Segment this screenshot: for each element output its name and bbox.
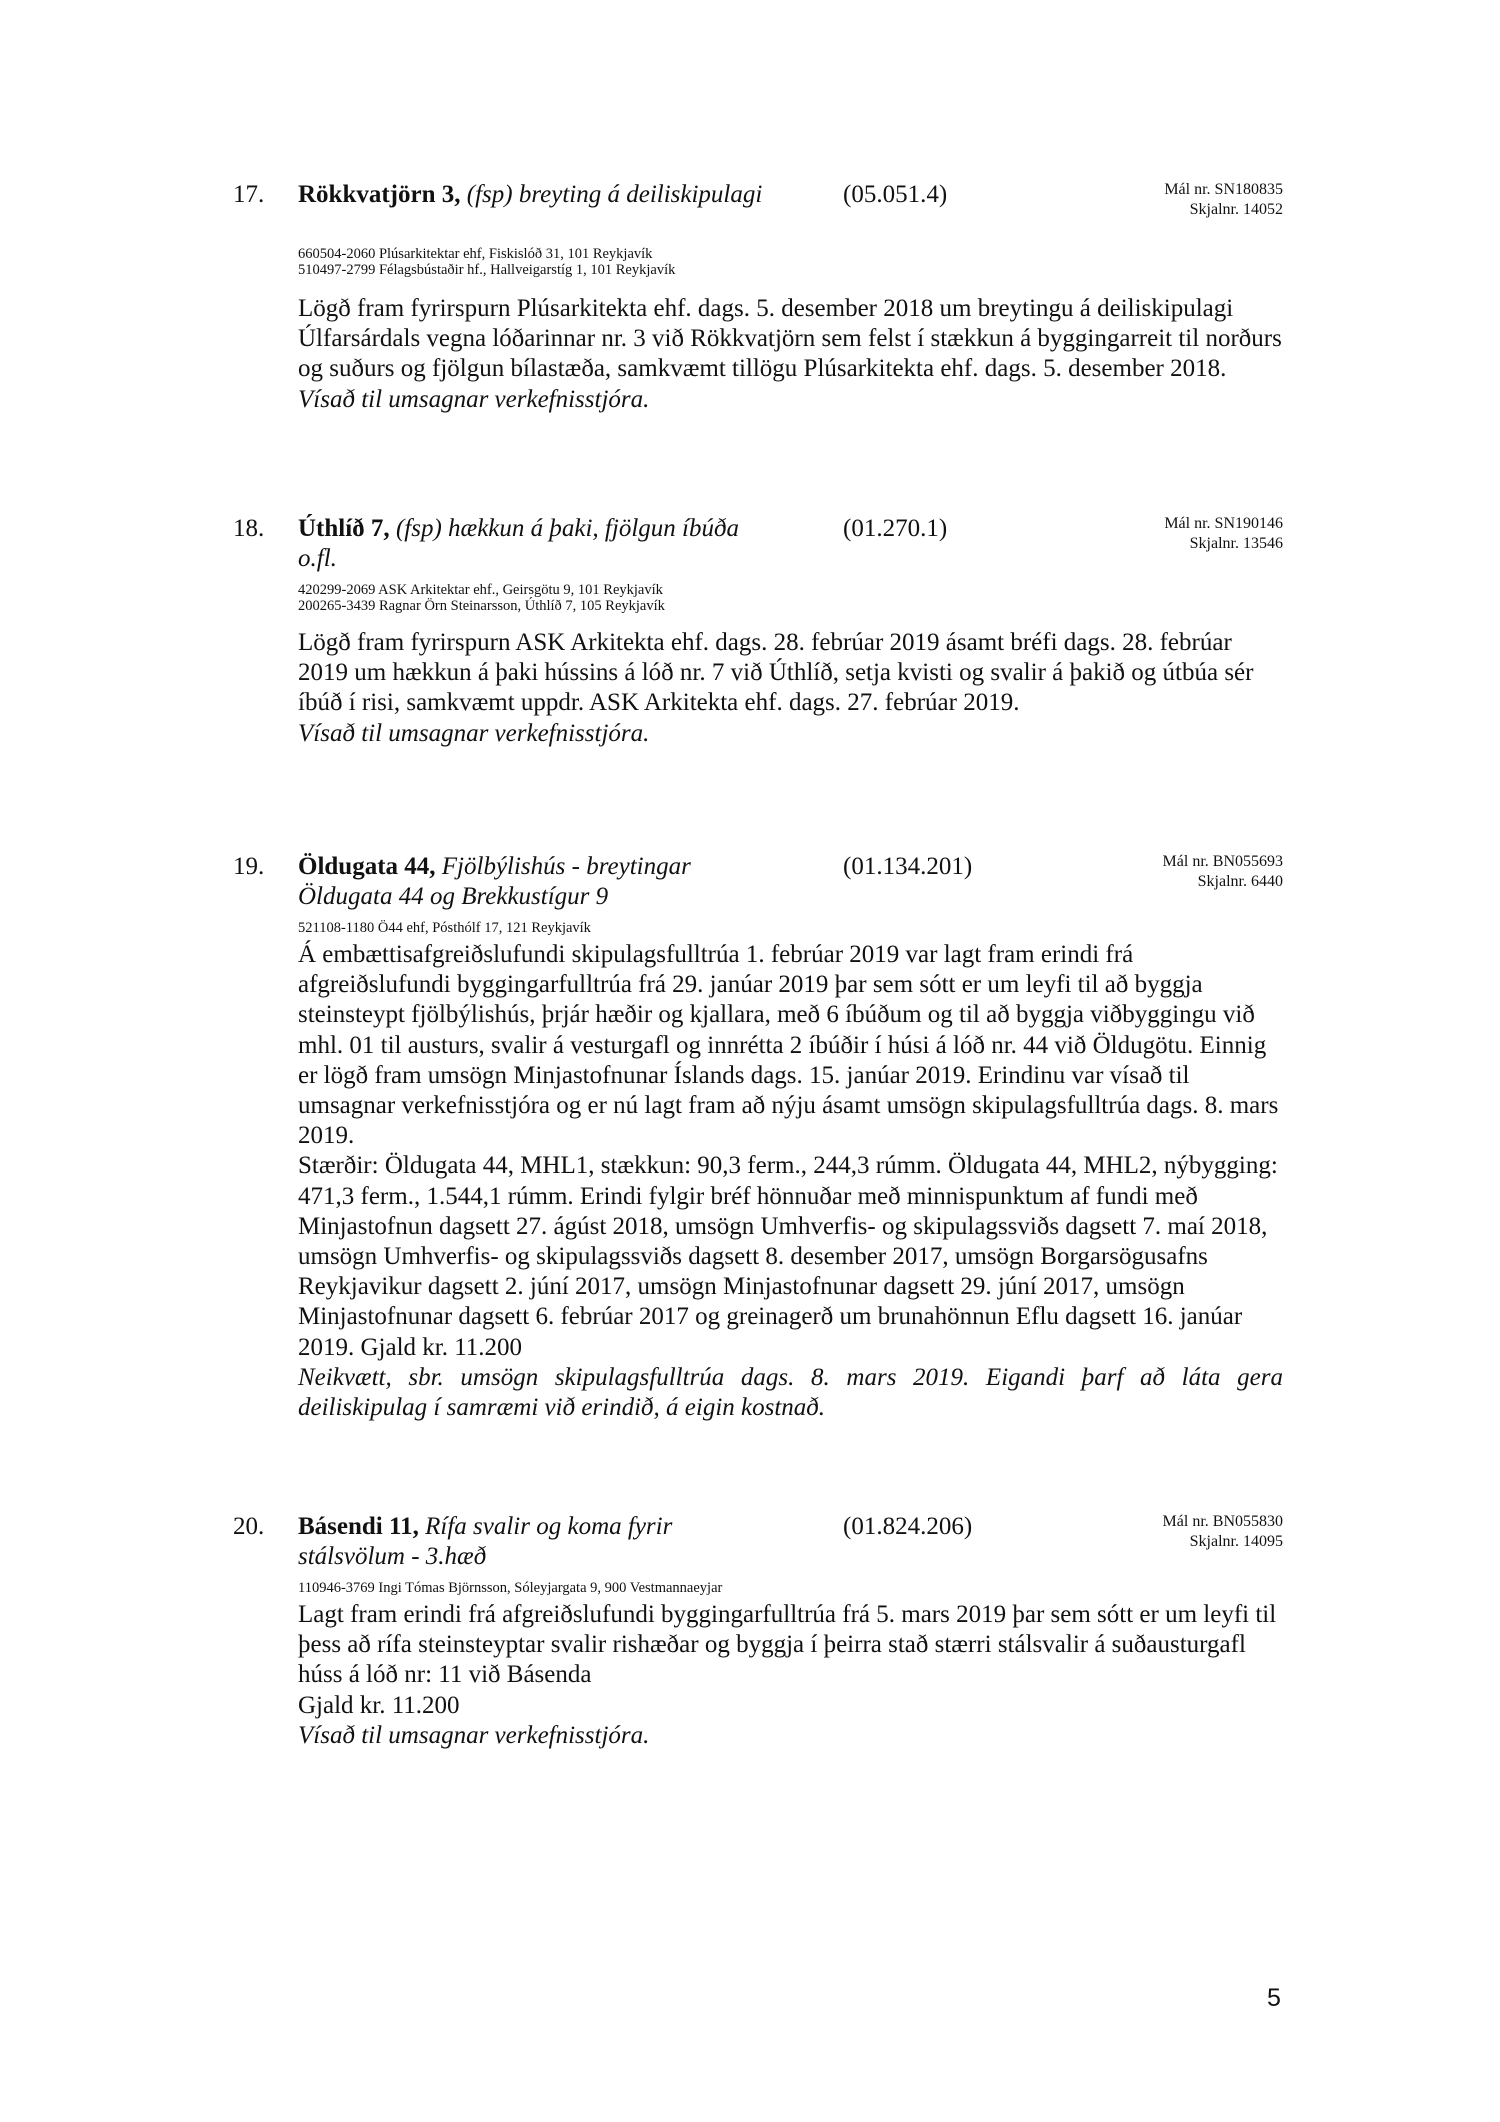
item-number: 18. <box>233 515 265 542</box>
item-body <box>298 940 1283 1423</box>
owner-list <box>298 920 591 936</box>
case-number: Mál nr. SN190146 <box>1164 515 1283 532</box>
item-decision: Vísað til umsagnar verkefnisstjóra. <box>298 385 650 413</box>
owner-entry: 200265-3439 Ragnar Örn Steinarsson, Úthlíð 7, 105 Reykjavík <box>298 598 665 614</box>
document-number: Skjalnr. 14095 <box>1189 1533 1283 1550</box>
item-number: 20. <box>233 1513 265 1540</box>
item-address: Úthlíð 7, <box>298 515 390 542</box>
item-body <box>298 294 1283 415</box>
item-title <box>298 180 768 210</box>
item-body <box>298 628 1283 749</box>
owner-list <box>298 582 665 614</box>
item-paragraph: Lögð fram fyrirspurn Plúsarkitekta ehf. dags. 5. desember 2018 um breytingu á deiliskipulagi Úlfarsárdals vegna lóðarinnar nr. 3 við Rökkvatjörn sem felst í stækkun á byggingarreit til norðurs og suðurs og fjölgun bílastæða, samkvæmt tillögu Plúsarkitekta ehf. dags. 5. desember 2018. <box>298 295 1282 383</box>
item-paragraph: Á embættisafgreiðslufundi skipulagsfulltrúa 1. febrúar 2019 var lagt fram erindi frá afgreiðslufundi byggingarfulltrúa frá 29. janúar 2019 þar sem sótt er um leyfi til að byggja steinsteypt fjölbýlishús, þrjár hæðir og kjallara, með 6 íbúðum og til að byggja viðbyggingu við mhl. 01 til austurs, svalir á vesturgafl og innrétta 2 íbúðir í húsi á lóð nr. 44 við Öldugötu. Einnig er lögð fram umsögn Minjastofnunar Íslands dags. 15. janúar 2019. Erindinu var vísað til umsagnar verkefnisstjóra og er nú lagt fram að nýju ásamt umsögn skipulagsfulltrúa dags. 8. mars 2019. <box>298 941 1279 1150</box>
item-paragraph: Lögð fram fyrirspurn ASK Arkitekta ehf. dags. 28. febrúar 2019 ásamt bréfi dags. 28. febrúar 2019 um hækkun á þaki hússins á lóð nr. 7 við Úthlíð, setja kvisti og svalir á þakið og útbúa sér íbúð í risi, samkvæmt uppdr. ASK Arkitekta ehf. dags. 27. febrúar 2019. <box>298 629 1254 717</box>
item-description: (fsp) breyting á deiliskipulagi <box>466 181 763 208</box>
owner-list <box>298 1580 722 1596</box>
item-address: Básendi 11, <box>298 1513 419 1540</box>
item-address: Öldugata 44, <box>298 853 436 880</box>
case-references <box>1164 514 1283 554</box>
item-description: (fsp) hækkun á þaki, fjölgun íbúða o.fl. <box>298 515 739 572</box>
item-decision: Vísað til umsagnar verkefnisstjóra. <box>298 719 650 747</box>
owner-entry: 510497-2799 Félagsbústaðir hf., Hallveigarstíg 1, 101 Reykjavík <box>298 262 676 278</box>
item-paragraph: Gjald kr. 11.200 <box>298 1691 460 1719</box>
document-number: Skjalnr. 13546 <box>1189 535 1283 552</box>
case-references <box>1164 180 1283 220</box>
item-decision: Vísað til umsagnar verkefnisstjóra. <box>298 1721 650 1749</box>
item-number: 17. <box>233 181 265 208</box>
item-number: 19. <box>233 853 265 880</box>
land-registry-code: (01.134.201) <box>843 853 973 880</box>
land-registry-code: (01.270.1) <box>843 515 948 542</box>
owner-list <box>298 246 675 278</box>
document-number: Skjalnr. 6440 <box>1197 873 1283 890</box>
land-registry-code: (01.824.206) <box>843 1513 973 1540</box>
item-title <box>298 852 768 912</box>
item-body <box>298 1600 1283 1751</box>
case-number: Mál nr. BN055830 <box>1162 1513 1283 1530</box>
owner-entry: 660504-2060 Plúsarkitektar ehf, Fiskislóð 31, 101 Reykjavík <box>298 246 653 262</box>
item-title <box>298 514 768 574</box>
case-number: Mál nr. SN180835 <box>1164 181 1283 198</box>
document-number: Skjalnr. 14052 <box>1189 201 1283 218</box>
owner-entry: 110946-3769 Ingi Tómas Björnsson, Sóleyjargata 9, 900 Vestmannaeyjar <box>298 1580 723 1596</box>
item-title <box>298 1512 768 1572</box>
item-paragraph: Lagt fram erindi frá afgreiðslufundi byggingarfulltrúa frá 5. mars 2019 þar sem sótt er um leyfi til þess að rífa steinsteyptar svalir rishæðar og byggja í þeirra stað stærri stálsvalir á suðausturgafl húss á lóð nr: 11 við Básenda <box>298 1601 1277 1689</box>
owner-entry: 420299-2069 ASK Arkitektar ehf., Geirsgötu 9, 101 Reykjavík <box>298 582 663 598</box>
land-registry-code: (05.051.4) <box>843 181 948 208</box>
case-number: Mál nr. BN055693 <box>1162 853 1283 870</box>
case-references <box>1163 1512 1283 1552</box>
case-references <box>1163 852 1283 892</box>
page-number: 5 <box>1267 1984 1281 2012</box>
owner-entry: 521108-1180 Ö44 ehf, Pósthólf 17, 121 Reykjavík <box>298 920 591 936</box>
item-paragraph: Stærðir: Öldugata 44, MHL1, stækkun: 90,3 ferm., 244,3 rúmm. Öldugata 44, MHL2, nýbygging: 471,3 ferm., 1.544,1 rúmm. Erindi fylgir bréf hönnuðar með minnispunktum af fundi með Minjastofnun dagsett 27. ágúst 2018, umsögn Umhverfis- og skipulagssviðs dagsett 7. maí 2018, umsögn Umhverfis- og skipulagssviðs dagsett 8. desember 2017, umsögn Borgarsögusafns Reykjavikur dagsett 2. júní 2017, umsögn Minjastofnunar dagsett 29. júní 2017, umsögn Minjastofnunar dagsett 6. febrúar 2017 og greinagerð um brunahönnun Eflu dagsett 16. janúar 2019. Gjald kr. 11.200 <box>298 1152 1278 1361</box>
item-description: Fjölbýlishús - breytingar Öldugata 44 og Brekkustígur 9 <box>298 853 691 910</box>
item-description: Rífa svalir og koma fyrir stálsvölum - 3.hæð <box>298 1513 673 1570</box>
item-decision: Neikvætt, sbr. umsögn skipulagsfulltrúa dags. 8. mars 2019. Eigandi þarf að láta gera deiliskipulag í samræmi við erindið, á eigin kostnað. <box>298 1363 1283 1422</box>
item-address: Rökkvatjörn 3, <box>298 181 461 208</box>
